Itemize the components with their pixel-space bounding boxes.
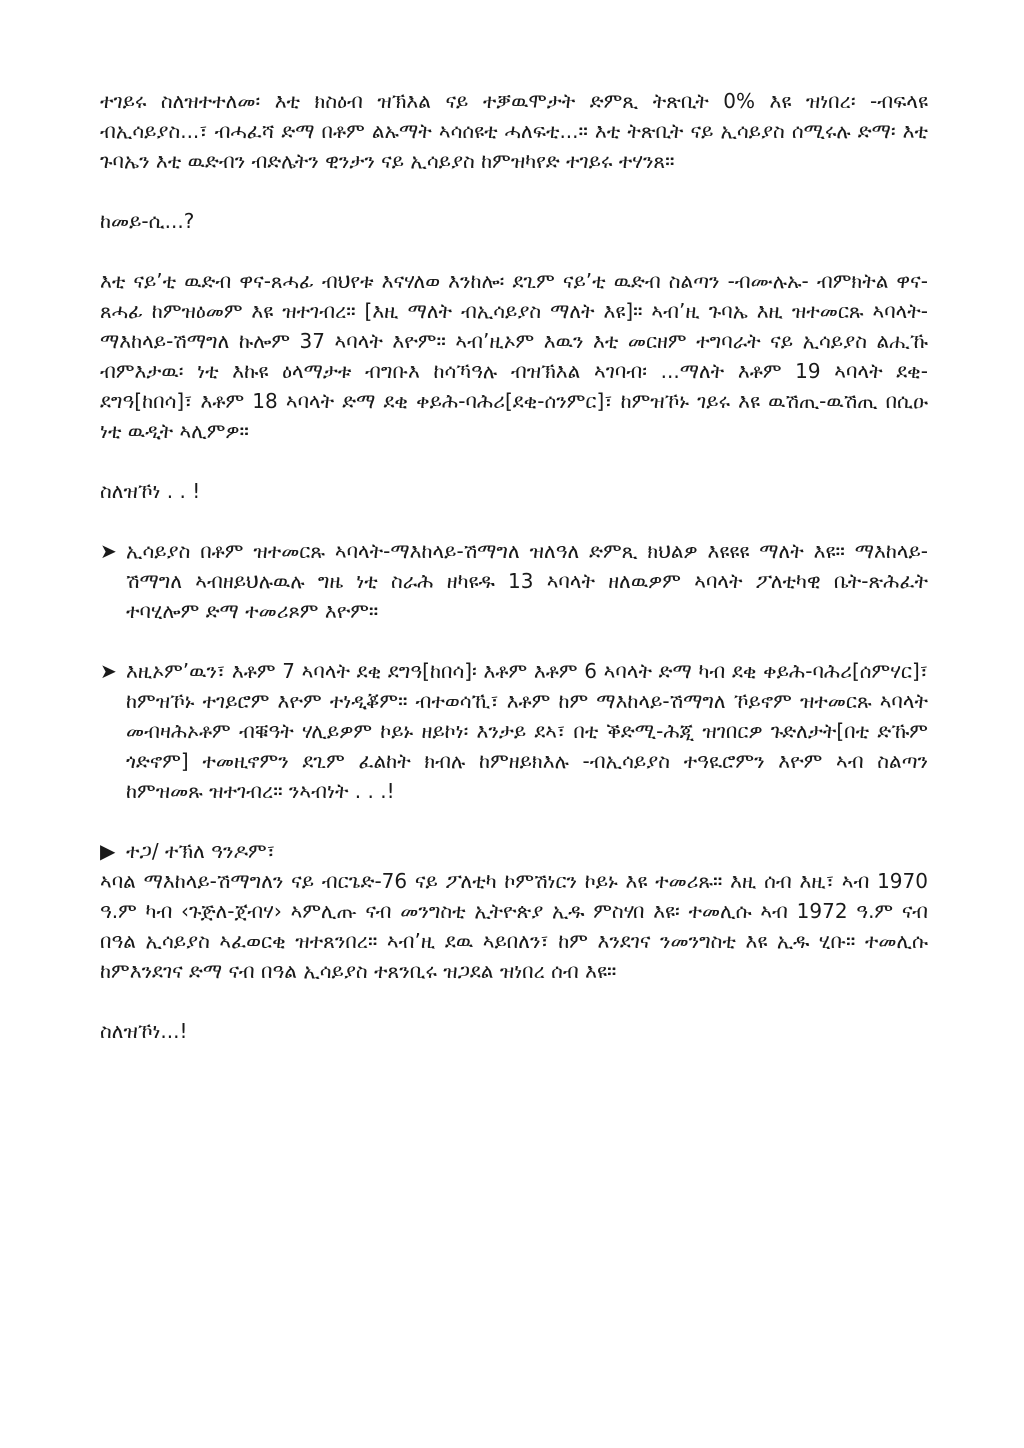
triangle-bullet-icon: ▶ <box>100 839 116 863</box>
bullet-item-3 <box>100 836 928 866</box>
paragraph-therefore: ስለዝኾነ...! <box>100 1019 188 1043</box>
bullet-text: እዚኦም’ዉን፣ እቶም 7 ኣባላት ደቂ ደግዓ[ከበሳ]፡ እቶም እቶም 6 ኣባላት ድማ ካብ ደቂ ቀይሕ-ባሕሪ[ሰምሃር]፣ ከምዝኾኑ ተገይሮም እዮም ተነዲቖም። ብተወሳኺ፣ እቶም ከም ማእከላይ-ሽማግለ ኾይኖም ዝተመርጹ ኣባላት መብዛሕኦቶም ብቑዓት ሃሊይዎም ኮይኑ ዘይኮነ፡ እንታይ ደኣ፣ በቲ ቕድሚ-ሕጂ ዝገበርዎ ጉድለታት[በቲ ድኹም ጎድኖም] ተመዚኖምን ደጊም ፈልከት ክብሉ ከምዘይክእሉ -ብኢሳይያስ ተዓዪሮምን እዮም ኣብ ስልጣን ከምዝመጹ ዝተገብረ። ንኣብነት . . .! <box>126 659 928 803</box>
bullet-heading: ተጋ/ ተኽለ ዓንዶም፣ <box>126 839 275 863</box>
bullet-item-2 <box>100 656 928 806</box>
paragraph-body: እቲ ናይ’ቲ ዉድብ ዋና-ጸሓፊ ብህየቱ እናሃለወ እንከሎ፡ ደጊም ናይ’ቲ ዉድብ ስልጣን -ብሙሉኡ- ብምክትል ዋና-ጸሓፊ ከምዝዕመም እዩ ዝተገብረ። [እዚ ማለት ብኢሳይያስ ማለት እዩ]። ኣብ’ዚ ጉባኤ እዚ ዝተመርጹ ኣባላት-ማእከላይ-ሽማግለ ኩሎም 37 ኣባላት እዮም። ኣብ’ዚኦም እዉን እቲ መርዘም ተግባራት ናይ ኢሳይያስ ልሒኹ ብምእታዉ፡ ነቲ እኩዩ ዕላማታቱ ብግቡእ ከሳኻዓሉ ብዝኽእል ኣገባብ፡ ...ማለት እቶም 19 ኣባላት ደቂ-ደግዓ[ከበሳ]፣ እቶም 18 ኣባላት ድማ ደቂ ቀይሕ-ባሕሪ[ደቂ-ሰንምር]፣ ከምዝኾኑ ገይሩ እዩ ዉሽጢ-ዉሽጢ በሲዑ ነቲ ዉዲት ኣሊምዎ። <box>100 269 928 443</box>
document-page <box>100 86 928 1046</box>
paragraph-spacer <box>100 626 928 656</box>
bullet-text: ኢሳይያስ በቶም ዝተመርጹ ኣባላት-ማእከላይ-ሽማግለ ዝለዓለ ድምጺ ክህልዎ እዩዩዩ ማለት እዩ። ማእከላይ-ሽማግለ ኣብዘይህሉዉሉ ግዜ ነቲ ስራሕ ዘካዩዱ 13 ኣባላት ዘለዉዎም ኣባላት ፖለቲካዊ ቤት-ጽሕፈት ተባሂሎም ድማ ተመሪጾም እዮም። <box>126 539 928 623</box>
paragraph-spacer <box>100 176 928 206</box>
paragraph-spacer <box>100 806 928 836</box>
paragraph-body: ኣባል ማእከላይ-ሽማግለን ናይ ብርጌድ-76 ናይ ፖለቲካ ኮምሽነርን ኮይኑ እዩ ተመሪጹ። እዚ ሰብ እዚ፣ ኣብ 1970 ዓ.ም ካብ ‹ጉጅለ-ጀብሃ› ኣምሊጡ ናብ መንግስቲ ኢትዮጵያ ኢዱ ምስሃበ እዩ፡ ተመሊሱ ኣብ 1972 ዓ.ም ናብ በዓል ኢሳይያስ ኣፈወርቂ ዝተጸንበረ። ኣብ’ዚ ደዉ ኣይበለን፣ ከም እንደገና ንመንግስቲ እዩ ኢዱ ሂቡ። ተመሊሱ ከምእንደገና ድማ ናብ በዓል ኢሳይያስ ተጸንቢሩ ዝጋደል ዝነበረ ሰብ እዩ። <box>100 869 928 983</box>
paragraph-intro: ተገይሩ ስለዝተተለመ፡ እቲ ክስዕብ ዝኽእል ናይ ተቓዉሞታት ድምጺ ትጽቢት 0% እዩ ዝነበረ፡ -ብፍላዩ ብኢሳይያስ...፣ ብሓፈሻ ድማ በቶም ልኡማት ኣሳሰዩቲ ሓለፍቲ...። እቲ ትጽቢት ናይ ኢሳይያስ ሰሚሩሉ ድማ፡ እቲ ጉባኤን እቲ ዉድብን ብድሌትን ዊንታን ናይ ኢሳይያስ ከምዝካየድ ተገይሩ ተሃንጸ። <box>100 89 928 173</box>
paragraph-spacer <box>100 986 928 1016</box>
bullet-item-1 <box>100 536 928 626</box>
paragraph-spacer <box>100 236 928 266</box>
paragraph-spacer <box>100 506 928 536</box>
paragraph-question: ከመይ-ሲ...? <box>100 209 195 233</box>
arrow-bullet-icon: ➤ <box>100 539 117 563</box>
paragraph-spacer <box>100 446 928 476</box>
paragraph-therefore: ስለዝኾነ . . ! <box>100 479 201 503</box>
arrow-bullet-icon: ➤ <box>100 659 117 683</box>
